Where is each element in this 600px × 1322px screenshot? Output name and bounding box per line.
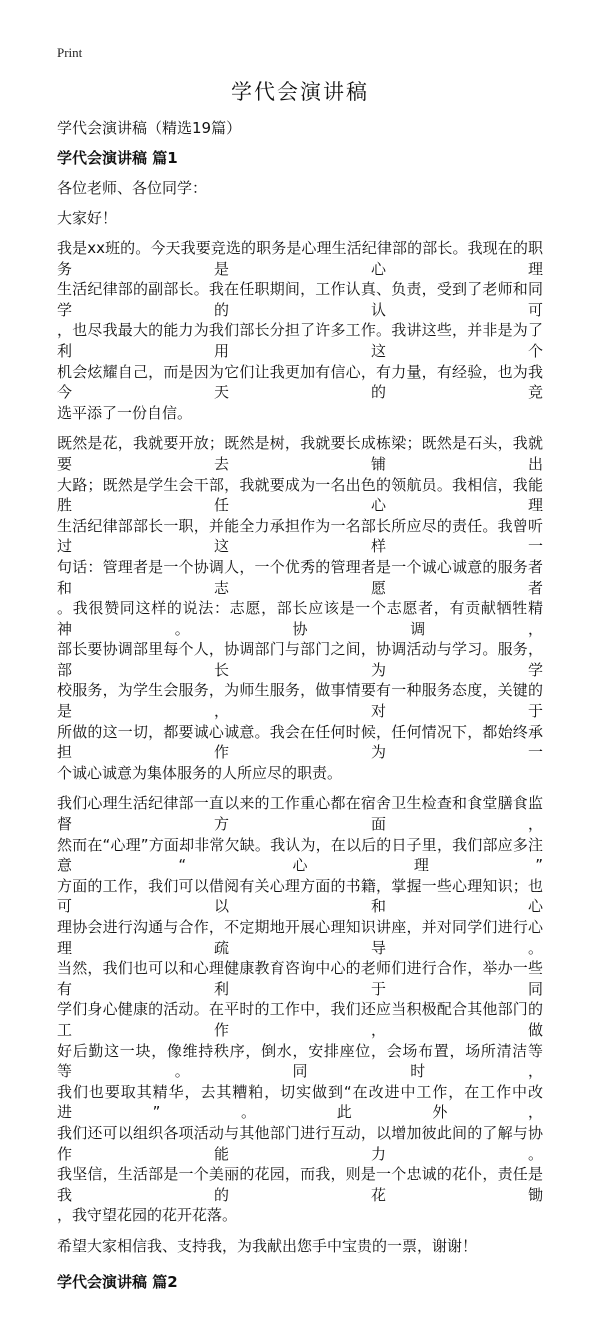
- text-line: 部长要协调部里每个人，协调部门与部门之间，协调活动与学习。服务，部长为学: [57, 640, 543, 679]
- section-heading-1: 学代会演讲稿 篇1: [57, 149, 178, 167]
- text-line: 我们也要取其精华，去其糟粕，切实做到“在改进中工作，在工作中改进”。此外，: [57, 1082, 543, 1122]
- subtitle: 学代会演讲稿（精选19篇）: [57, 119, 242, 137]
- text-line: 生活纪律部部长一职，并能全力承担作为一名部长所应尽的责任。我曾听过这样一: [57, 516, 543, 556]
- text-line: 选平添了一份自信。: [57, 403, 193, 422]
- text-line: 句话：管理者是一个协调人，一个优秀的管理者是一个诚心诚意的服务者和志愿者: [57, 557, 543, 597]
- section-heading-2: 学代会演讲稿 篇2: [57, 1272, 178, 1291]
- text-line: 既然是花，我就要开放；既然是树，我就要长成栋梁；既然是石头，我就要去铺出: [57, 434, 543, 473]
- text-line: ，也尽我最大的能力为我们部长分担了许多工作。我讲这些，并非是为了利用这个: [57, 321, 543, 360]
- text-line: 大路；既然是学生会干部，我就要成为一名出色的领航员。我相信，我能胜任心理: [57, 475, 543, 515]
- page-title: 学代会演讲稿: [231, 80, 369, 104]
- text-line: 校服务，为学生会服务，为师生服务，做事情要有一种服务态度，关键的是，对于: [57, 681, 543, 721]
- text-line: 我坚信，生活部是一个美丽的花园，而我，则是一个忠诚的花仆，责任是我的花锄: [57, 1165, 543, 1204]
- text-line: 机会炫耀自己，而是因为它们让我更加有信心，有力量，有经验，也为我今天的竞: [57, 362, 543, 402]
- closing-text: 希望大家相信我、支持我，为我献出您手中宝贵的一票，谢谢！: [57, 1236, 478, 1255]
- greeting: 各位老师、各位同学：: [57, 179, 208, 197]
- text-line: 生活纪律部的副部长。我在任职期间，工作认真、负责，受到了老师和同学的认可: [57, 280, 543, 319]
- print-link[interactable]: Print: [57, 45, 83, 60]
- paragraph-1: [57, 238, 543, 423]
- text-line: 我们心理生活纪律部一直以来的工作重心都在宿舍卫生检查和食堂膳食监督方面，: [57, 794, 543, 834]
- text-line: 方面的工作，我们可以借阅有关心理方面的书籍，掌握一些心理知识；也可以和心: [57, 876, 543, 916]
- text-line: 理协会进行沟通与合作，不定期地开展心理知识讲座，并对同学们进行心理疏导。: [57, 918, 543, 957]
- hello: 大家好！: [57, 209, 118, 227]
- text-line: 个诚心诚意为集体服务的人所应尽的职责。: [57, 763, 343, 782]
- text-line: 好后勤这一块，像维持秩序，倒水，安排座位，会场布置，场所清洁等等。同时，: [57, 1041, 543, 1081]
- text-line: 我是xx班的。今天我要竞选的职务是心理生活纪律部的部长。我现在的职务是心理: [57, 239, 543, 278]
- text-line: 然而在“心理”方面却非常欠缺。我认为，在以后的日子里，我们部应多注意“心理”: [57, 835, 543, 875]
- text-line: 所做的这一切，都要诚心诚意。我会在任何时候，任何情况下，都始终承担作为一: [57, 722, 543, 762]
- text-line: ，我守望花园的花开花落。: [57, 1206, 238, 1225]
- paragraph-3: [57, 793, 543, 1225]
- text-line: 学们身心健康的活动。在平时的工作中，我们还应当积极配合其他部门的工作，做: [57, 1000, 543, 1039]
- text-line: 当然，我们也可以和心理健康教育咨询中心的老师们进行合作，举办一些有利于同: [57, 959, 543, 998]
- text-line: 。我很赞同这样的说法：志愿，部长应该是一个志愿者，有贡献牺牲精神。协调，: [57, 599, 543, 638]
- text-line: 我们还可以组织各项活动与其他部门进行互动，以增加彼此间的了解与协作能力。: [57, 1123, 543, 1163]
- paragraph-2: [57, 433, 543, 783]
